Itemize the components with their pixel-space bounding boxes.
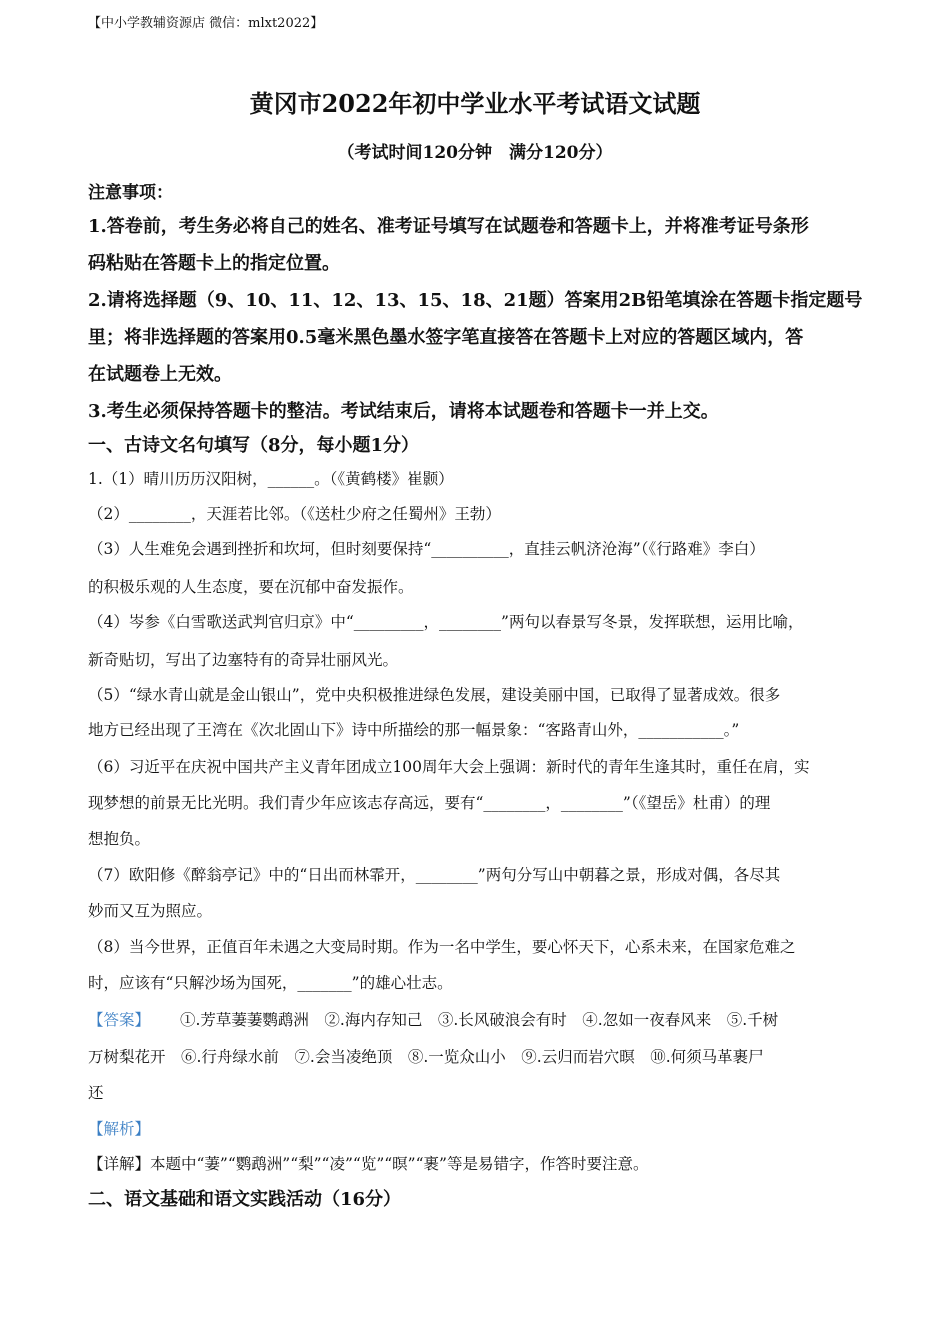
notes-line: 在试题卷上无效。 <box>88 364 232 385</box>
page-header: 【中小学教辅资源店 微信：mlxt2022】 <box>88 16 324 31</box>
question-line: 想抱负。 <box>88 830 151 848</box>
question-line: （8）当今世界，正值百年未遇之大变局时期。作为一名中学生，要心怀天下，心系未来，在国家危难之 <box>88 938 796 956</box>
analysis-label: 【解析】 <box>88 1120 151 1138</box>
question-line: （6）习近平在庆祝中国共产主义青年团成立100周年大会上强调：新时代的青年生逢其时，重任在肩，实 <box>88 758 810 776</box>
section1-heading: 一、古诗文名句填写（8分，每小题1分） <box>88 435 420 456</box>
question-line: （7）欧阳修《醉翁亭记》中的“日出而林霏开，________”两句分写山中朝暮之景，形成对偶，各尽其 <box>88 866 781 884</box>
question-line: 新奇贴切，写出了边塞特有的奇异壮丽风光。 <box>88 651 399 669</box>
question-line: 1.（1）晴川历历汉阳树，______。（《黄鹤楼》崔颢） <box>88 470 454 488</box>
question-line: （4）岑参《白雪歌送武判官归京》中“_________，________”两句以春景写冬景，发挥联想，运用比喻， <box>88 613 804 631</box>
analysis-detail: 【详解】本题中“萋”“鹦鹉洲”“梨”“凌”“览”“暝”“裹”等是易错字，作答时要注意。 <box>88 1155 649 1173</box>
exam-subtitle: （考试时间120分钟 满分120分） <box>337 143 613 163</box>
question-line: 妙而又互为照应。 <box>88 902 213 920</box>
notes-heading: 注意事项： <box>88 183 173 203</box>
answer-line: ①.芳草萋萋鹦鹉洲 ②.海内存知己 ③.长风破浪会有时 ④.忽如一夜春风来 ⑤.千树 <box>180 1011 779 1029</box>
answer-line: 万树梨花开 ⑥.行舟绿水前 ⑦.会当凌绝顶 ⑧.一览众山小 ⑨.云归而岩穴暝 ⑩.何须马革裹尸 <box>88 1048 764 1066</box>
question-line: （3）人生难免会遇到挫折和坎坷，但时刻要保持“__________，直挂云帆济沧海”（《行路难》李白） <box>88 540 765 558</box>
question-line: （2）________，天涯若比邻。（《送杜少府之任蜀州》王勃） <box>88 505 501 523</box>
answer-label: 【答案】 <box>88 1011 151 1029</box>
question-line: 现梦想的前景无比光明。我们青少年应该志存高远，要有“________，________”（《望岳》杜甫）的理 <box>88 794 771 812</box>
question-line: 时，应该有“只解沙场为国死，_______”的雄心壮志。 <box>88 974 453 992</box>
answer-line: 还 <box>88 1084 104 1102</box>
question-line: 的积极乐观的人生态度，要在沉郁中奋发振作。 <box>88 578 414 596</box>
section2-heading: 二、语文基础和语文实践活动（16分） <box>88 1189 402 1210</box>
notes-line: 2.请将选择题（9、10、11、12、13、15、18、21题）答案用2B铅笔填涂在答题卡指定题号 <box>88 290 863 311</box>
notes-line: 1.答卷前，考生务必将自己的姓名、准考证号填写在试题卷和答题卡上，并将准考证号条形 <box>88 216 809 237</box>
exam-title: 黄冈市2022年初中学业水平考试语文试题 <box>249 89 701 118</box>
notes-line: 里；将非选择题的答案用0.5毫米黑色墨水签字笔直接答在答题卡上对应的答题区域内，答 <box>88 327 804 348</box>
question-line: 地方已经出现了王湾在《次北固山下》诗中所描绘的那一幅景象：“客路青山外，___________。” <box>88 721 740 739</box>
question-line: （5）“绿水青山就是金山银山”，党中央积极推进绿色发展，建设美丽中国，已取得了显著成效。很多 <box>88 686 781 704</box>
notes-line: 码粘贴在答题卡上的指定位置。 <box>88 253 340 274</box>
notes-line: 3.考生必须保持答题卡的整洁。考试结束后，请将本试题卷和答题卡一并上交。 <box>88 401 719 422</box>
